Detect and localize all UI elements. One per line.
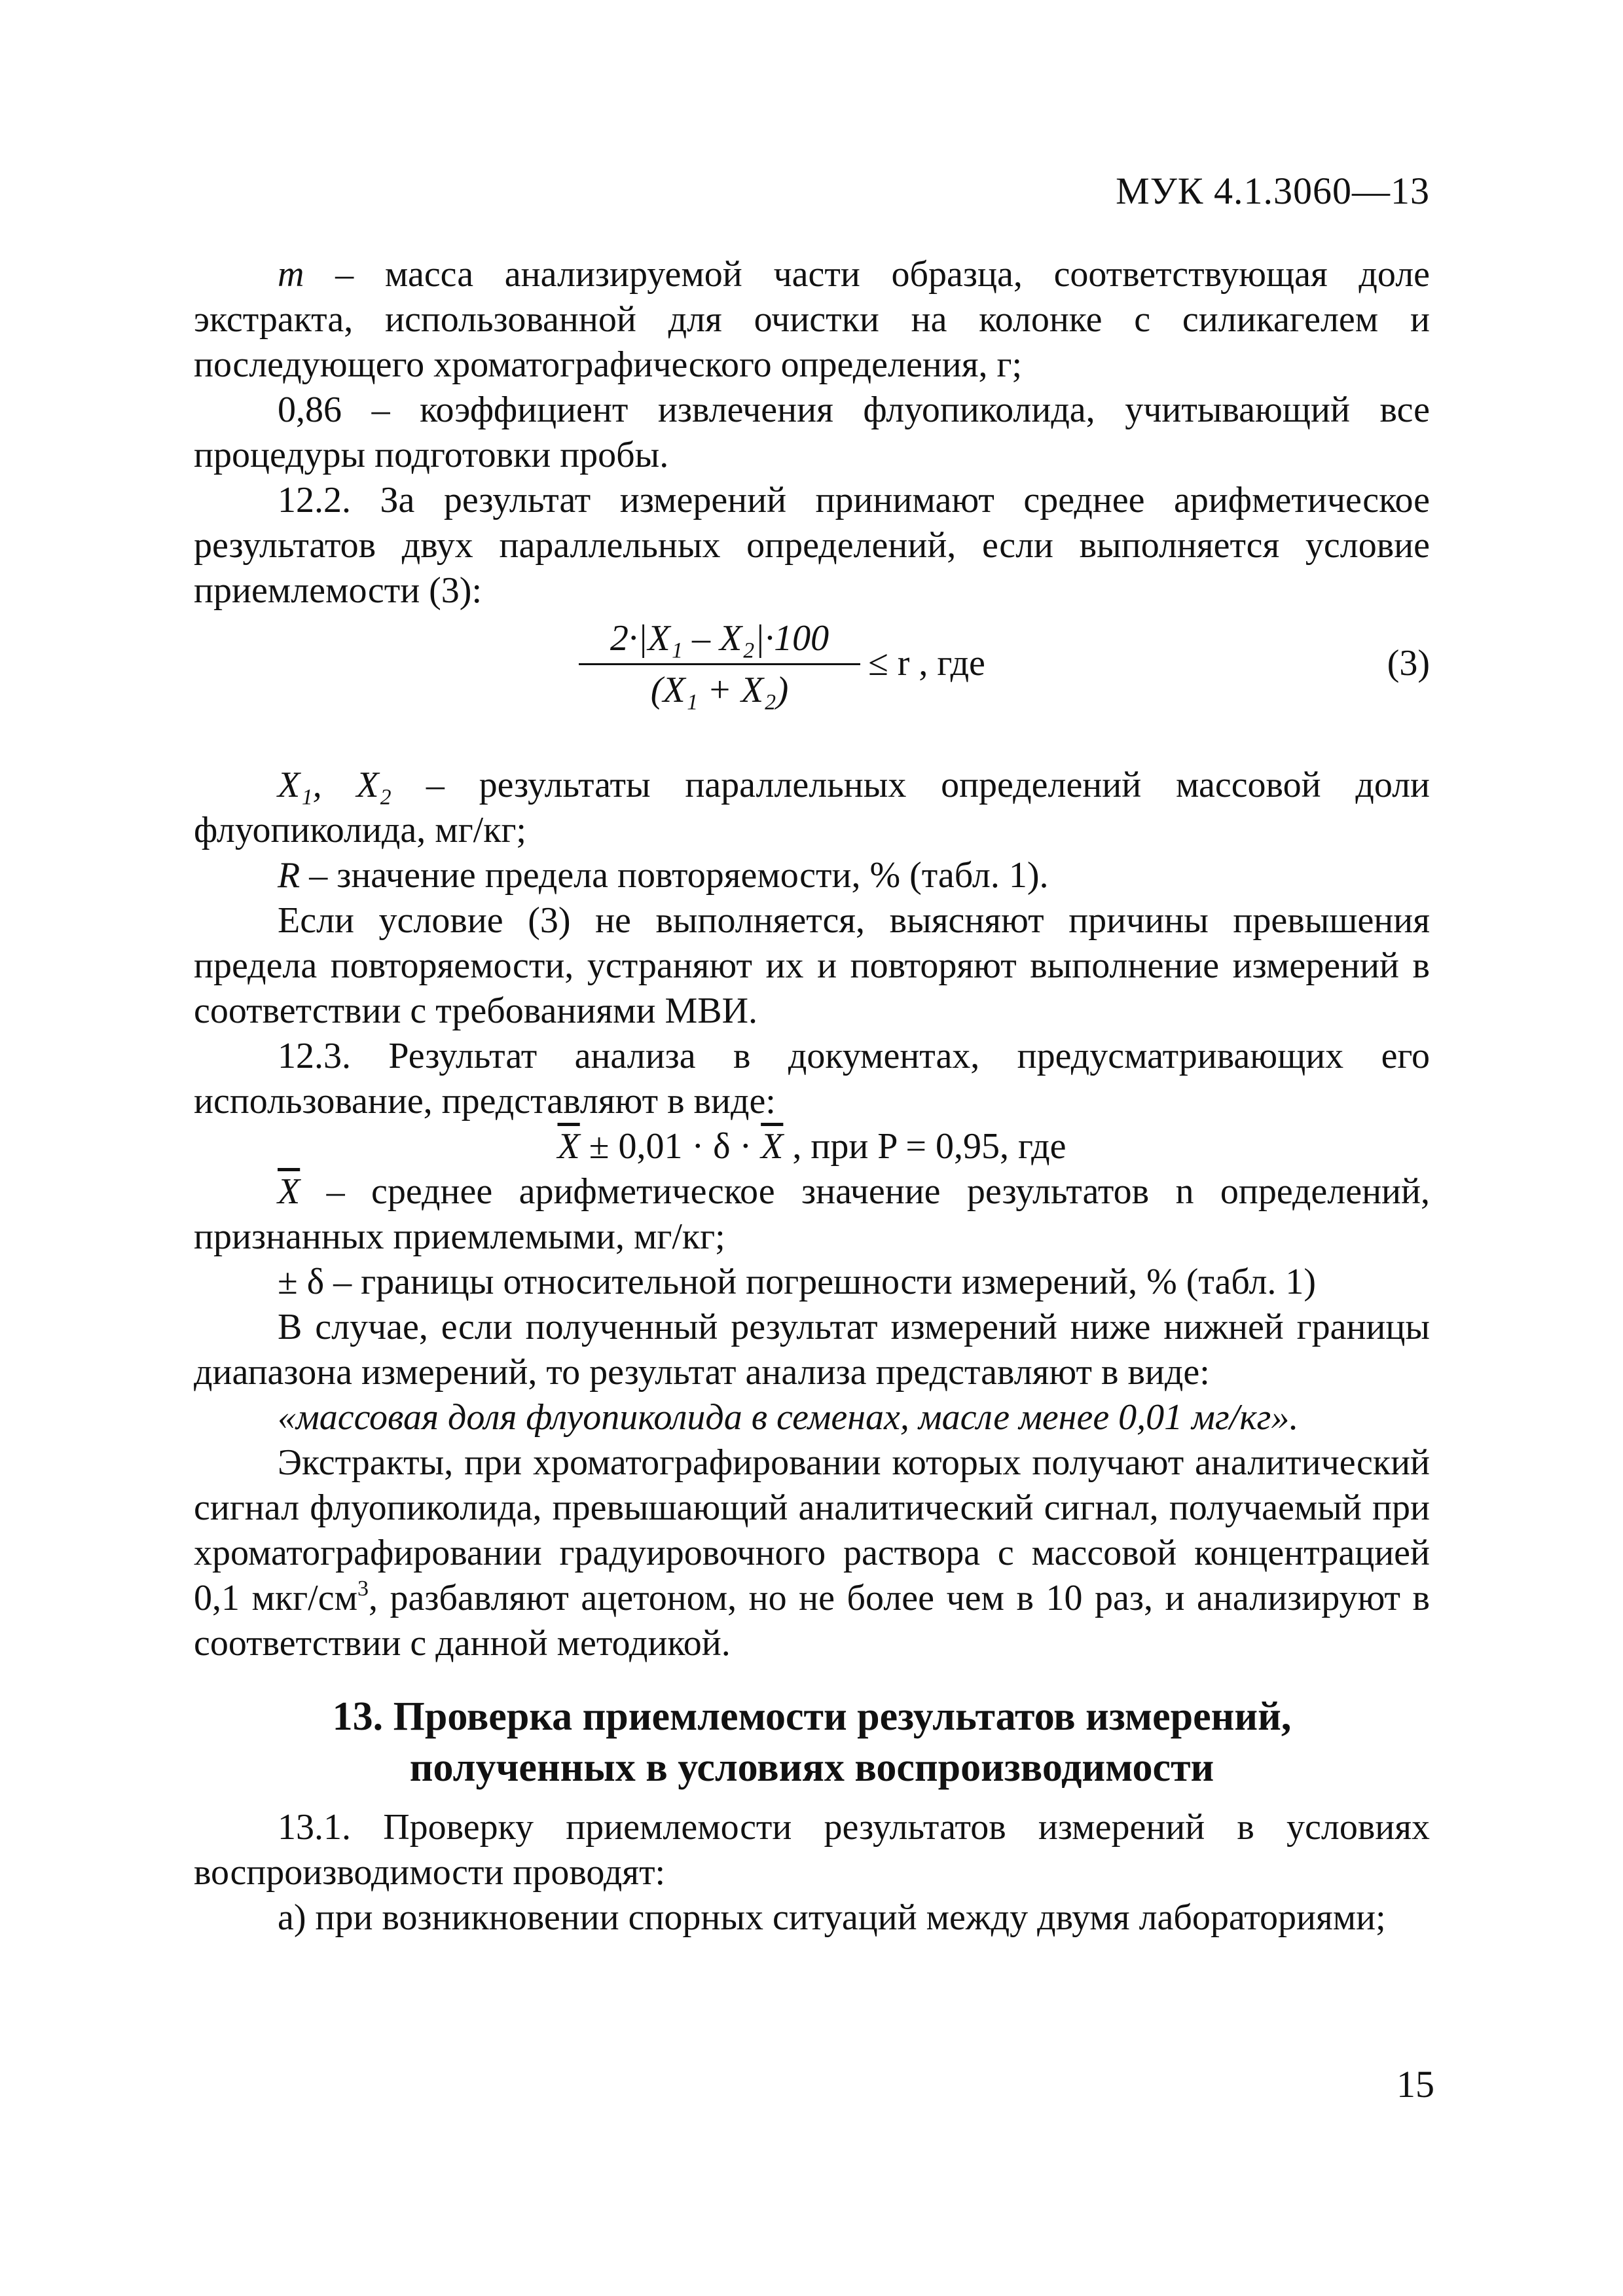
paragraph-13-1: 13.1. Проверку приемлемости результатов измерений в условиях воспроизводимости проводят: (194, 1807, 1430, 1893)
xbar-definition-text: – среднее арифметическое значение результатов n определений, признанных приемлемыми, мг/кг; (194, 1171, 1430, 1257)
m-variable: m (278, 254, 304, 295)
result-formula-xbar-2: $\overline{X}$ (761, 1126, 784, 1167)
xbar-definition (194, 1169, 1430, 1260)
formula-3-number: (3) (1387, 643, 1430, 683)
formula-3-condition: ≤ r , где (868, 643, 985, 683)
list-item-a: а) при возникновении спорных ситуаций между двумя лабораториями; (278, 1897, 1386, 1938)
section-13-title (194, 1691, 1430, 1793)
extracts-superscript: 3 (357, 1576, 369, 1601)
formula-3-denominator: (X₁ + X₂) (650, 670, 789, 710)
x-definition-text: – результаты параллельных определений массовой доли флуопиколида, мг/кг; (194, 765, 1430, 850)
extracts-paragraph (194, 1440, 1430, 1666)
r-variable: R (278, 855, 301, 896)
x-variables: X₁, X₂ (278, 765, 392, 805)
result-formula (194, 1124, 1430, 1169)
formula-3 (194, 617, 1430, 742)
paragraph-12-3: 12.3. Результат анализа в документах, предусматривающих его использование, представляют в виде: (194, 1036, 1430, 1121)
below-range-paragraph: В случае, если полученный результат измерений ниже нижней границы диапазона измерений, то результат анализа представляют в виде: (194, 1307, 1430, 1393)
below-range-quote: «массовая доля флуопиколида в семенах, масле менее 0,01 мг/кг». (278, 1397, 1299, 1438)
formula-3-fraction (579, 617, 860, 711)
condition-not-met-paragraph: Если условие (3) не выполняется, выясняют причины превышения предела повторяемости, устраняют их и повторяют выполнение измерений в соответствии с требованиями МВИ. (194, 900, 1430, 1031)
coefficient-paragraph: 0,86 – коэффициент извлечения флуопиколида, учитывающий все процедуры подготовки пробы. (194, 390, 1430, 475)
document-body (194, 252, 1430, 1941)
result-formula-middle: ± 0,01 · δ · (579, 1126, 761, 1167)
extracts-text-b: , разбавляют ацетоном, но не более чем в 10 раз, и анализируют в соответствии с данной методикой. (194, 1578, 1430, 1664)
paragraph-12-2: 12.2. За результат измерений принимают среднее арифметическое результатов двух параллельных определений, если выполняется условие приемлемости (3): (194, 480, 1430, 611)
result-formula-tail: , при P = 0,95, где (783, 1126, 1067, 1167)
document-code-header: МУК 4.1.3060—13 (1116, 170, 1430, 212)
extracts-text-a: Экстракты, при хроматографировании которых получают аналитический сигнал флуопиколида, превышающий аналитический сигнал, получаемый при хроматографировании градуировочного раствора с массовой концентрацией 0,1 мкг/см (194, 1442, 1430, 1618)
section-13-title-line-1: 13. Проверка приемлемости результатов измерений, (332, 1694, 1292, 1739)
r-definition (194, 853, 1430, 898)
formula-3-numerator: 2·|X₁ – X₂|·100 (579, 617, 860, 665)
xbar-variable: $\overline{X}$ (278, 1171, 301, 1212)
section-13-title-line-2: полученных в условиях воспроизводимости (409, 1745, 1214, 1790)
result-formula-xbar: $\overline{X}$ (557, 1126, 580, 1167)
m-definition (194, 252, 1430, 388)
r-definition-text: – значение предела повторяемости, % (табл. 1). (300, 855, 1049, 896)
m-definition-text: – масса анализируемой части образца, соответствующая доле экстракта, использованной для очистки на колонке с силикагелем и последующего хроматографического определения, г; (194, 254, 1430, 385)
delta-definition: ± δ – границы относительной погрешности измерений, % (табл. 1) (278, 1262, 1317, 1302)
x-definition (194, 763, 1430, 853)
page-number: 15 (1396, 2063, 1434, 2105)
